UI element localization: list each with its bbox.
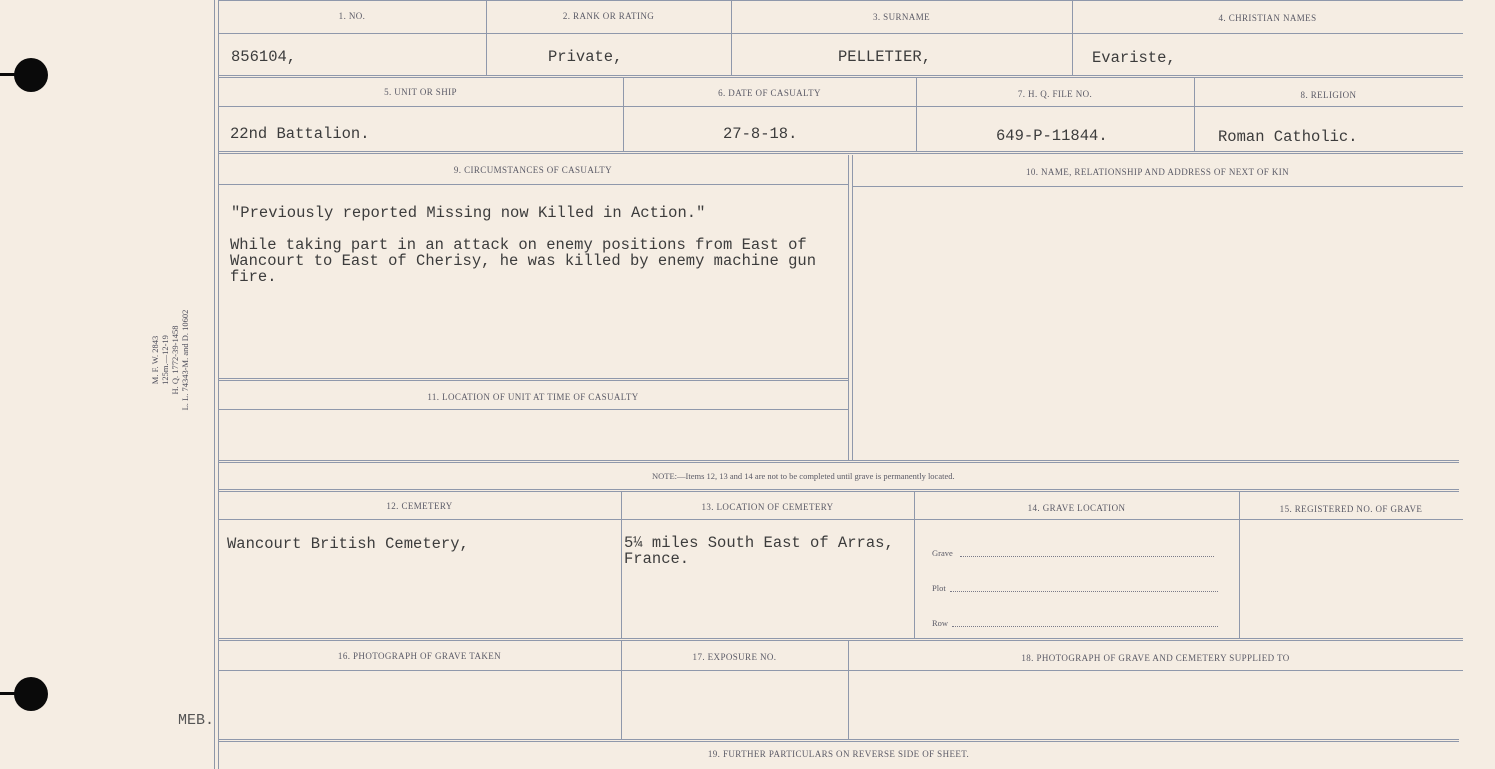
value-rank: Private, xyxy=(548,48,623,66)
header-christian-names: 4. CHRISTIAN NAMES xyxy=(1218,13,1317,23)
rule xyxy=(218,151,1463,154)
row-dotted-line xyxy=(952,626,1218,627)
print-reference-line: 125m.—12-19 xyxy=(160,335,170,385)
rule xyxy=(218,489,1459,492)
header-photograph-taken: 16. PHOTOGRAPH OF GRAVE TAKEN xyxy=(337,651,502,661)
rule xyxy=(218,638,1463,641)
header-file-no: 7. H. Q. FILE NO. xyxy=(1017,89,1093,99)
print-reference-line: L. L. 74343-M. and D. 10602 xyxy=(180,309,190,411)
rule xyxy=(218,75,1463,78)
header-location-cemetery: 13. LOCATION OF CEMETERY xyxy=(701,502,834,512)
print-reference-note xyxy=(150,290,190,430)
rule xyxy=(218,460,1459,463)
value-religion: Roman Catholic. xyxy=(1218,128,1358,146)
rule xyxy=(218,184,848,185)
rule xyxy=(218,519,1463,520)
plot-dotted-line xyxy=(950,591,1218,592)
rule xyxy=(852,186,1463,187)
rule xyxy=(218,378,848,381)
rule xyxy=(1072,0,1073,75)
completion-note: NOTE:—Items 12, 13 and 14 are not to be completed until grave is permanently located. xyxy=(652,471,955,481)
header-grave-location: 14. GRAVE LOCATION xyxy=(1027,503,1126,513)
header-next-of-kin: 10. NAME, RELATIONSHIP AND ADDRESS OF NEXT OF KIN xyxy=(1025,167,1290,177)
value-location-cemetery: 5¼ miles South East of Arras, France. xyxy=(624,534,894,568)
value-christian-names: Evariste, xyxy=(1092,49,1176,67)
header-registered-no: 15. REGISTERED NO. OF GRAVE xyxy=(1279,504,1423,514)
value-no: 856104, xyxy=(231,48,297,66)
circumstances-status: "Previously reported Missing now Killed in Action." xyxy=(231,204,706,222)
row-label: Row xyxy=(932,618,949,628)
value-cemetery: Wancourt British Cemetery, xyxy=(227,535,469,553)
header-rank: 2. RANK OR RATING xyxy=(562,11,655,21)
rule xyxy=(848,155,849,460)
clerk-initials: MEB. xyxy=(178,712,215,729)
header-photograph-supplied: 18. PHOTOGRAPH OF GRAVE AND CEMETERY SUPPLIED TO xyxy=(1021,653,1290,663)
footer-further-particulars: 19. FURTHER PARTICULARS ON REVERSE SIDE OF SHEET. xyxy=(707,749,970,759)
grave-label: Grave xyxy=(932,548,953,558)
rule xyxy=(218,409,848,410)
print-reference-line: M. F. W. 2843 xyxy=(150,335,160,385)
print-reference-line: H. Q. 1772-39-1458 xyxy=(170,325,180,395)
rule xyxy=(218,33,1463,34)
value-file-no: 649-P-11844. xyxy=(996,127,1108,145)
rule xyxy=(621,492,622,638)
rule xyxy=(218,106,1463,107)
circumstances-detail: While taking part in an attack on enemy positions from East of Wancourt to East of Cherisy, he was killed by enemy machine gun fire. xyxy=(230,236,816,286)
header-religion: 8. RELIGION xyxy=(1300,90,1357,100)
header-surname: 3. SURNAME xyxy=(872,12,930,22)
grave-dotted-line xyxy=(960,556,1214,557)
header-location-unit: 11. LOCATION OF UNIT AT TIME OF CASUALTY xyxy=(427,392,639,402)
margin-rule-outer xyxy=(214,0,215,769)
value-date: 27-8-18. xyxy=(723,125,798,143)
rule xyxy=(1194,78,1195,151)
rule xyxy=(852,155,853,460)
rule xyxy=(218,0,1463,1)
header-circumstances: 9. CIRCUMSTANCES OF CASUALTY xyxy=(453,165,613,175)
rule xyxy=(914,492,915,638)
header-date: 6. DATE OF CASUALTY xyxy=(718,88,821,98)
header-unit: 5. UNIT OR SHIP xyxy=(384,87,457,97)
value-surname: PELLETIER, xyxy=(838,48,932,66)
rule xyxy=(218,739,1459,742)
rule xyxy=(218,670,1463,671)
punch-hole-bottom xyxy=(14,677,48,711)
header-no: 1. NO. xyxy=(338,11,366,21)
header-cemetery: 12. CEMETERY xyxy=(386,501,453,511)
punch-hole-top xyxy=(14,58,48,92)
header-exposure-no: 17. EXPOSURE NO. xyxy=(692,652,777,662)
value-unit: 22nd Battalion. xyxy=(230,125,370,143)
plot-label: Plot xyxy=(932,583,946,593)
